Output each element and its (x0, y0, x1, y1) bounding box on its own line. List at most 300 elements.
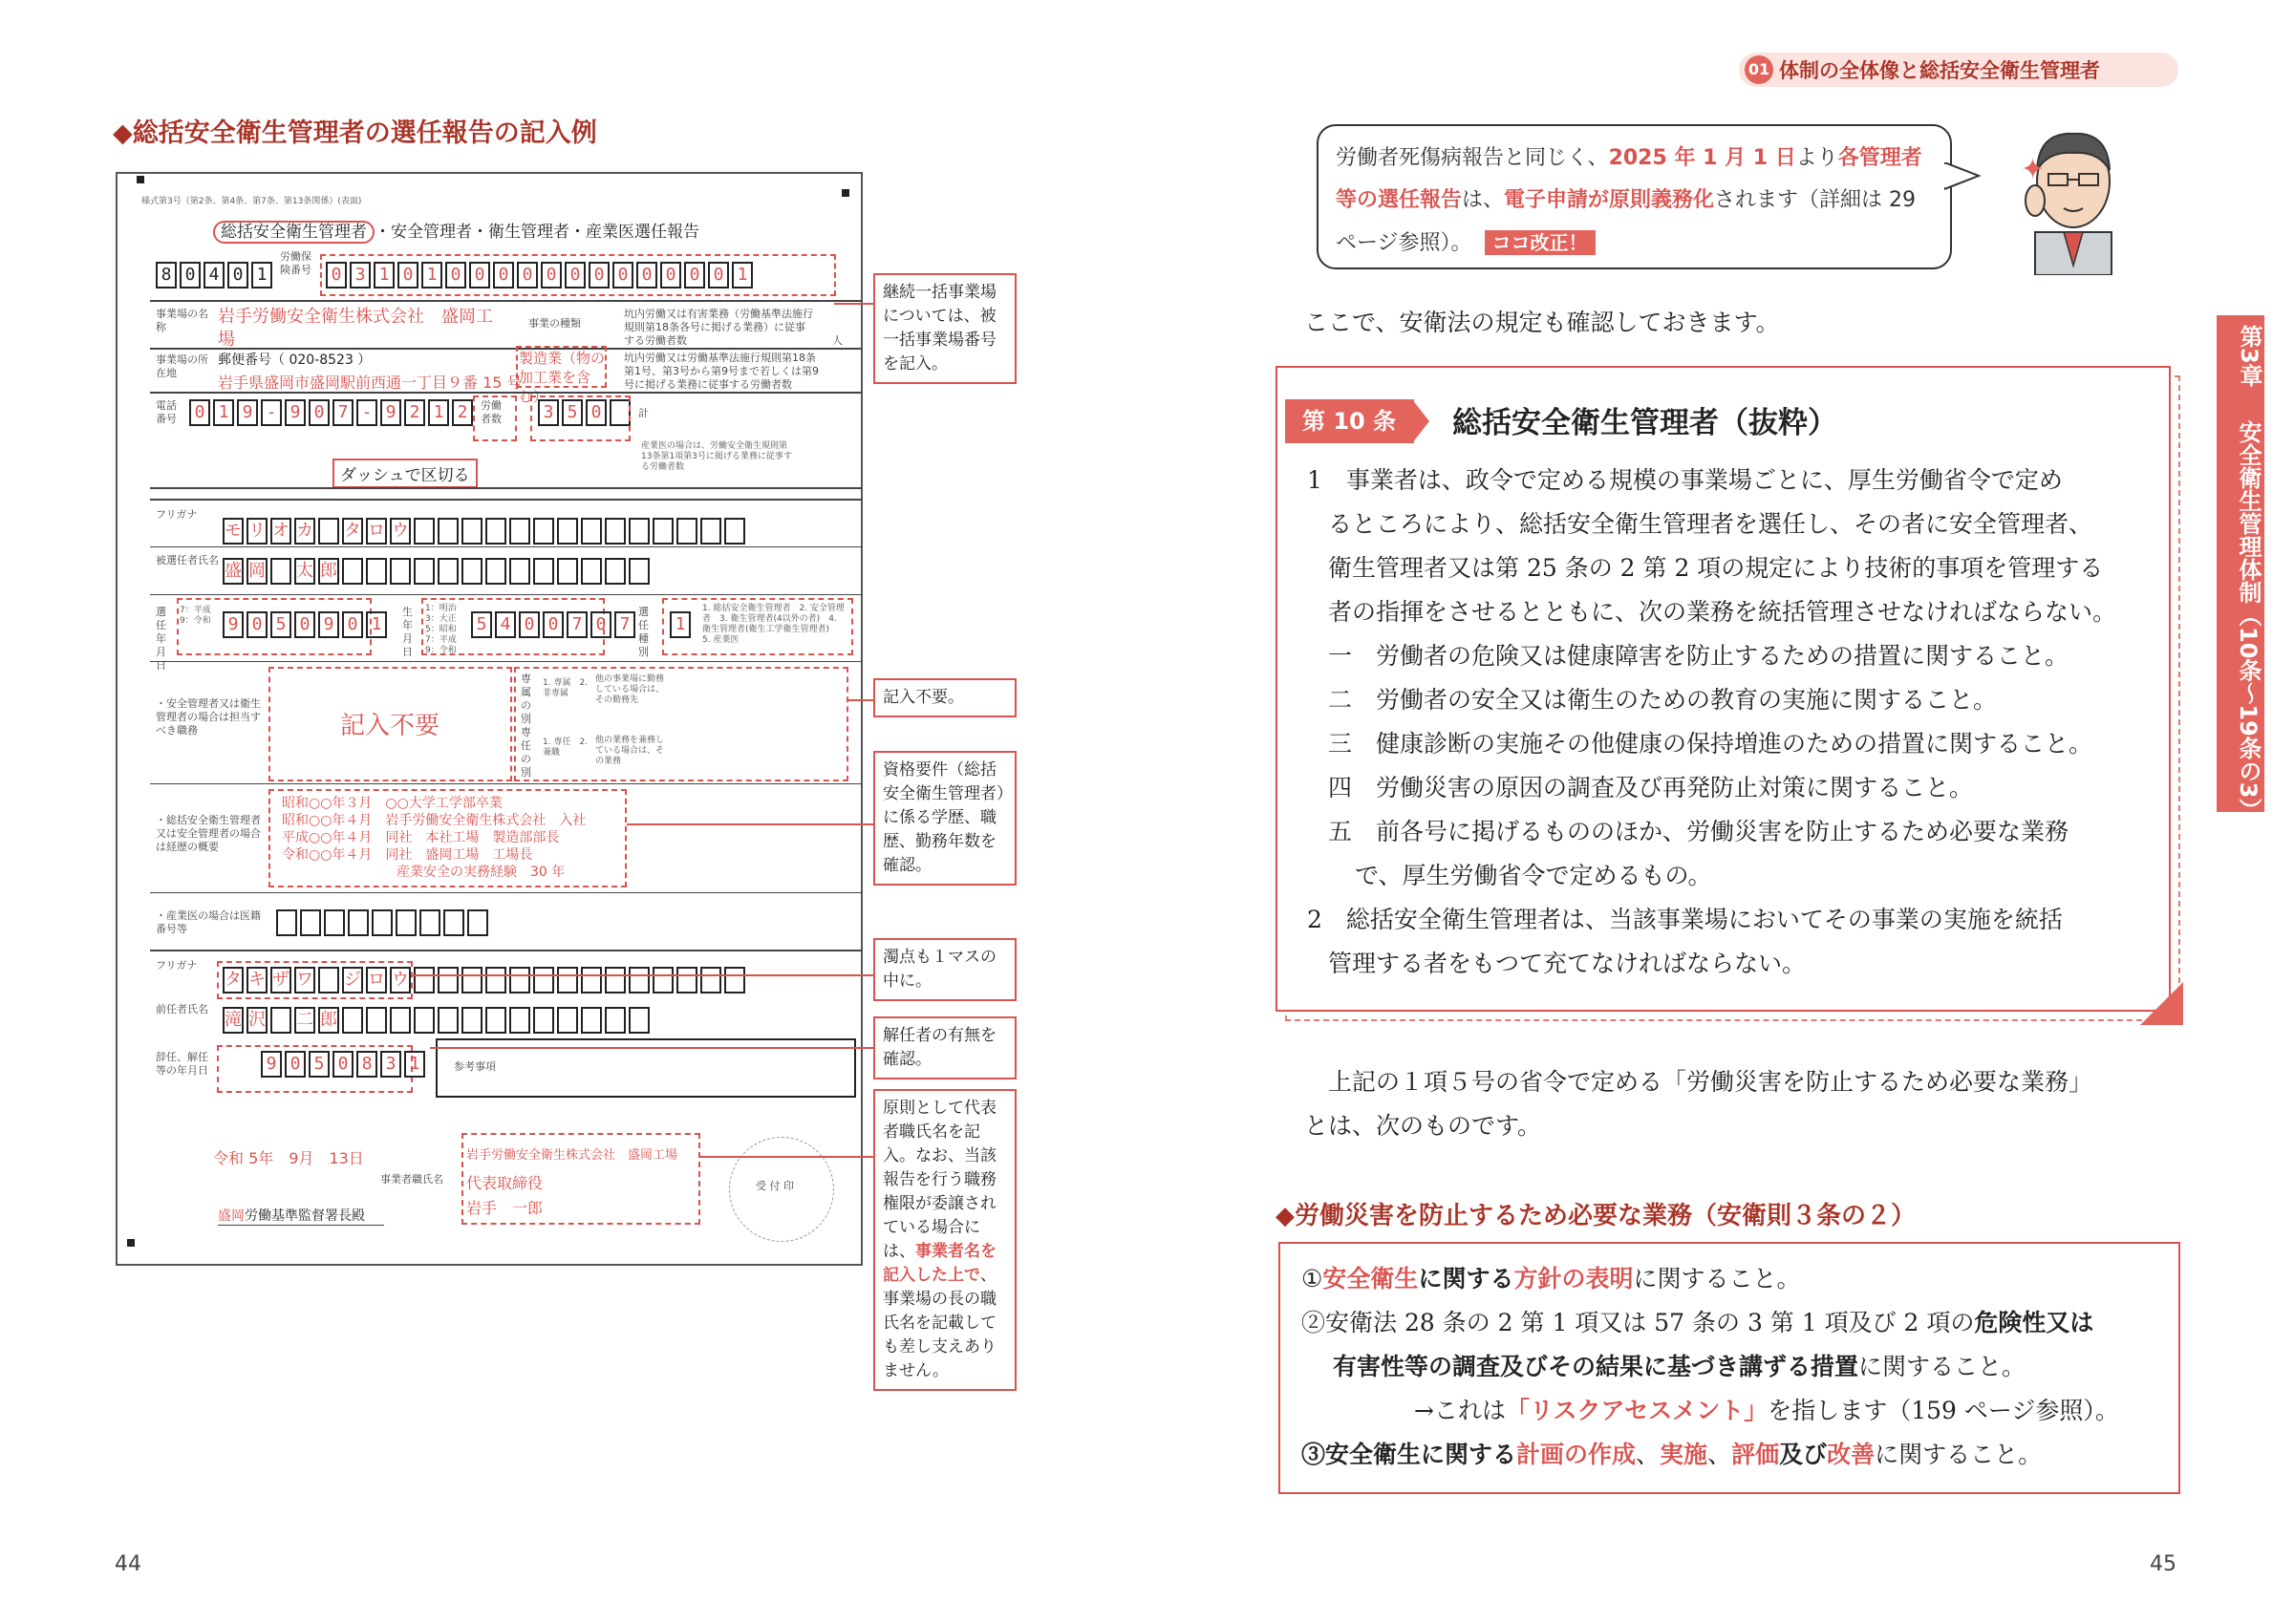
char-cell (533, 1007, 554, 1034)
title-circled: 総括安全衛生管理者 (213, 221, 375, 244)
char-cell (485, 1007, 506, 1034)
char-cell: キ (247, 967, 268, 994)
char-cell: 岡 (247, 558, 268, 585)
person-unit: 人 (832, 334, 843, 347)
bubble-highlight: 各管理者等の選任報告 (1336, 146, 1922, 212)
char-cell: 5 (562, 399, 583, 426)
char-cell: 9 (380, 399, 401, 426)
safety-manager-note: ・安全管理者又は衛生管理者の場合は担当すべき職務 (156, 697, 261, 737)
rule (150, 950, 862, 951)
char-cell (533, 967, 554, 994)
corner-mark (842, 189, 849, 197)
article-line-text: 衛生管理者又は第 25 条の 2 第 2 項の規定により技術的事項を管理する (1328, 554, 2104, 582)
stamp-label: 受 付 印 (756, 1180, 794, 1192)
char-cell: 0 (285, 1051, 306, 1078)
paragraph (1304, 1060, 2092, 1148)
career-line: 昭和○○年３月 ○○大学工学部卒業 (282, 796, 503, 811)
char-cell: 1 (251, 262, 272, 288)
char-cell: ロ (366, 967, 387, 994)
dakuten-highlight (217, 961, 413, 999)
char-cell: - (261, 399, 282, 426)
char-cell: 0 (519, 611, 540, 638)
doctor-count-note: 産業医の場合は、労働安全衛生規則第13条第1項第3号に掲げる業務に従事する労働者数 (641, 441, 792, 472)
char-cell (509, 558, 530, 585)
other-duty-note: 他の業務を兼務している場合は、その業務 (595, 736, 665, 766)
insurance-label: 労働保険番号 (280, 250, 311, 276)
char-cell (318, 518, 339, 545)
callout-representative (873, 1089, 1017, 1391)
char-cell: 0 (565, 262, 586, 288)
char-cell: タ (223, 967, 244, 994)
appointee-label: 被選任者氏名 (156, 554, 219, 566)
char-cell: 0 (708, 262, 729, 288)
speech-bubble (1317, 124, 1952, 269)
task-highlight: 実施 (1660, 1441, 1708, 1468)
article-tag: 第 10 条 (1285, 399, 1414, 443)
task-text: 、 (1707, 1441, 1732, 1468)
char-cell: 1 (404, 1051, 425, 1078)
article-line-text: 二 労働者の安全又は衛生のための教育の実施に関すること。 (1328, 686, 1998, 714)
char-cell: 0 (541, 262, 562, 288)
task-bold: 危険性又は (1974, 1309, 2094, 1336)
task-highlight: 改善 (1827, 1441, 1876, 1468)
corner-mark (137, 176, 144, 183)
char-cell: 0 (247, 611, 268, 638)
char-cell (366, 1007, 387, 1034)
bubble-date: 2025 年 1 月 1 日 (1608, 146, 1796, 170)
task-item-2-note (1414, 1389, 2119, 1433)
article-line (1355, 854, 1712, 898)
prev-furigana-label: フリガナ (156, 959, 198, 972)
prev-label: 前任者氏名 (156, 1003, 208, 1015)
appoint-type-options: 1. 総括安全衛生管理者 2. 安全管理者 3. 衛生管理者(4以外の者) 4. 衛生管理者(衛生工学衛生管理者) 5. 産業医 (702, 604, 845, 645)
char-cell: 9 (318, 611, 339, 638)
article-line (1307, 459, 2063, 502)
task-text: に関すること。 (1875, 1441, 2043, 1468)
char-cell: 滝 (223, 1007, 244, 1034)
task-highlight: 計画の作成 (1516, 1441, 1637, 1468)
char-cell: ウ (390, 518, 411, 545)
char-cell: 9 (285, 399, 306, 426)
rule (150, 392, 862, 394)
article-line (1328, 810, 2069, 854)
callout-rep-text-3: 、事業場の長の職氏名を記載しても差し支えありません。 (883, 1266, 997, 1380)
appoint-type-label: 選任種別 (638, 606, 649, 658)
char-cell: - (356, 399, 377, 426)
form-number: 様式第3号（第2条、第4条、第7条、第13条関係）(表面) (141, 197, 362, 206)
other-business-note: 他の事業場に勤務している場合は、その勤務先 (595, 674, 665, 705)
task-text: に関する (1418, 1265, 1514, 1293)
report-form (116, 172, 863, 1266)
char-cell (676, 518, 697, 545)
phone-note: ダッシュで区切る (332, 459, 478, 488)
section-badge (1739, 53, 2178, 87)
task-text: ① (1301, 1265, 1323, 1293)
char-cell (605, 518, 626, 545)
char-cell (324, 909, 345, 936)
article-line (1307, 898, 2063, 942)
task-highlight: 安全衛生 (1322, 1265, 1419, 1293)
char-cell: 0 (309, 399, 330, 426)
char-cell: 0 (397, 262, 418, 288)
callout-line (627, 823, 873, 825)
char-cell (605, 1007, 626, 1034)
char-cell (276, 909, 297, 936)
article-line-text: 1 事業者は、政令で定める規模の事業場ごとに、厚生労働省令で定め (1307, 466, 2063, 494)
char-cell (461, 1007, 482, 1034)
article-line-text: 一 労働者の危険又は健康障害を防止するための措置に関すること。 (1328, 642, 2069, 670)
char-cell: 0 (294, 611, 315, 638)
task-text: に関すること。 (1633, 1265, 1801, 1293)
char-cell: カ (294, 518, 315, 545)
paragraph-line: とは、次のものです。 (1304, 1112, 1542, 1140)
char-cell (509, 518, 530, 545)
phone-cells (189, 399, 476, 426)
char-cell: リ (247, 518, 268, 545)
era-options: 7：平成 9：令和 (180, 606, 220, 626)
char-cell: タ (342, 518, 363, 545)
callout-bulk: 継続一括事業場については、被一括事業場番号を記入。 (873, 273, 1017, 384)
paragraph-line: 上記の１項５号の省令で定める「労働災害を防止するため必要な業務」 (1328, 1068, 2093, 1096)
char-cell: ワ (294, 967, 315, 994)
appoint-date-cells (223, 611, 390, 638)
char-cell (485, 967, 506, 994)
remarks-label: 参考事項 (454, 1060, 496, 1073)
task-item-2 (1301, 1301, 2093, 1345)
article-line (1328, 766, 1973, 810)
callout-line (834, 303, 873, 305)
exclusive-options: 1. 専属 2. 非専属 (543, 678, 589, 698)
bubble-text: は、 (1462, 188, 1505, 212)
revision-tag: ココ改正！ (1485, 230, 1596, 255)
callout-line (430, 1047, 873, 1049)
char-cell (270, 558, 291, 585)
career-line: 昭和○○年４月 岩手労働安全衛生株式会社 入社 (282, 813, 587, 828)
char-cell: 0 (589, 262, 610, 288)
article-line (1328, 678, 1997, 722)
callout-rep-text-2: 事業者名を記入した上で (883, 1242, 997, 1285)
char-cell: 2 (452, 399, 473, 426)
task-text: ②安衛法 28 条の 2 第 1 項又は 57 条の 3 第 1 項及び 2 項の (1301, 1309, 1975, 1336)
char-cell: 0 (227, 262, 248, 288)
char-cell: 0 (636, 262, 657, 288)
article-line (1328, 722, 2092, 766)
char-cell (419, 909, 440, 936)
task-item-1 (1301, 1257, 1800, 1301)
char-cell: 3 (538, 399, 559, 426)
bubble-text: されます（詳細は 29 ページ参照）。 (1336, 188, 1917, 255)
callout-line (411, 974, 873, 976)
char-cell: 1 (428, 399, 449, 426)
rule (150, 892, 862, 893)
article-line-text: で、厚生労働省令で定めるもの。 (1355, 862, 1712, 889)
article-line (1328, 590, 2116, 634)
char-cell: 0 (332, 1051, 354, 1078)
rule (150, 546, 862, 547)
char-cell: 盛 (223, 558, 244, 585)
callout-no-entry: 記入不要。 (873, 678, 1017, 717)
bubble-tail (1944, 162, 1983, 201)
company-line: 岩手労働安全衛生株式会社 盛岡工場 (466, 1148, 678, 1163)
industry-label: 事業の種類 (528, 317, 581, 330)
char-cell (700, 518, 721, 545)
article-line (1328, 634, 2069, 678)
page-number-left: 44 (115, 1552, 141, 1576)
char-cell (342, 1007, 363, 1034)
industry: 製造業（物の加工業を含む） (519, 350, 606, 405)
count-label-highlight (473, 395, 517, 441)
title-rest: ・安全管理者・衛生管理者・産業医選任報告 (375, 223, 699, 242)
char-cell: ザ (270, 967, 291, 994)
char-cell (581, 967, 602, 994)
char-cell (366, 558, 387, 585)
char-cell (485, 518, 506, 545)
chapter-label: 第3章 (2236, 325, 2262, 387)
task-highlight: 方針の表明 (1513, 1265, 1634, 1293)
char-cell (438, 1007, 459, 1034)
char-cell: 0 (342, 611, 363, 638)
office-city: 盛岡 (218, 1208, 245, 1224)
char-cell (533, 518, 554, 545)
name-label: 事業場の名称 (156, 308, 208, 333)
left-heading: ◆総括安全衛生管理者の選任報告の記入例 (113, 118, 597, 148)
char-cell: 4 (495, 611, 516, 638)
task-item-3 (1301, 1433, 2042, 1477)
char-cell (533, 558, 554, 585)
sub-heading: ◆労働災害を防止するため必要な業務（安衛則３条の２） (1276, 1202, 1916, 1230)
char-cell: 2 (404, 399, 425, 426)
address: 岩手県盛岡市盛岡駅前西通一丁目９番 15 号 (218, 374, 523, 392)
rule (150, 300, 862, 302)
char-cell: 7 (614, 611, 635, 638)
char-cell: 8 (156, 262, 177, 288)
char-cell: 0 (180, 262, 201, 288)
insurance-highlight (320, 254, 836, 296)
worker-count-label: 労働者数 (481, 399, 502, 425)
char-cell: 1 (366, 611, 387, 638)
no-entry: 記入不要 (340, 712, 440, 740)
tag-arrow (1412, 399, 1431, 443)
code-cells (156, 262, 275, 288)
char-cell: 0 (445, 262, 466, 288)
char-cell (270, 1007, 291, 1034)
char-cell: 郎 (318, 558, 339, 585)
char-cell: 0 (543, 611, 564, 638)
char-cell (443, 909, 464, 936)
char-cell (629, 518, 650, 545)
intro-text: ここで、安衛法の規定も確認しておきます。 (1304, 309, 1780, 336)
char-cell: 9 (237, 399, 258, 426)
appointee-cells (223, 558, 653, 585)
char-cell: 8 (356, 1051, 377, 1078)
char-cell (414, 558, 435, 585)
dismiss-label: 辞任、解任等の年月日 (156, 1051, 208, 1077)
char-cell: 0 (684, 262, 705, 288)
article-line-text: 四 労働災害の原因の調査及び再発防止対策に関すること。 (1328, 774, 1974, 801)
char-cell: 0 (586, 399, 607, 426)
sparkle-icon: ✦ (2021, 153, 2046, 186)
char-cell: オ (270, 518, 291, 545)
furigana-cells (223, 518, 748, 545)
char-cell (396, 909, 417, 936)
corner-mark (127, 1239, 135, 1247)
char-cell: 1 (421, 262, 442, 288)
rep-label: 事業者職氏名 (380, 1173, 443, 1186)
char-cell (557, 558, 578, 585)
char-cell (509, 1007, 530, 1034)
char-cell: 5 (471, 611, 492, 638)
furigana-label: フリガナ (156, 508, 198, 521)
callout-dismiss: 解任者の有無を確認。 (873, 1016, 1017, 1079)
career-line: 令和○○年４月 同社 盛岡工場 工場長 (282, 847, 533, 863)
char-cell (629, 558, 650, 585)
char-cell (348, 909, 369, 936)
char-cell (414, 967, 435, 994)
char-cell (581, 1007, 602, 1034)
phone-label: 電話番号 (156, 399, 177, 425)
task-highlight: 「リスクアセスメント」 (1505, 1397, 1769, 1424)
workplace-name: 岩手労働安全衛生株式会社 盛岡工場 (218, 307, 493, 350)
char-cell (724, 518, 745, 545)
char-cell: 0 (189, 399, 210, 426)
article-line (1328, 546, 2103, 590)
article-line-text: 三 健康診断の実施その他健康の保持増進のための措置に関すること。 (1328, 730, 2093, 758)
task-bold: ③安全衛生に関する (1301, 1441, 1517, 1468)
char-cell (438, 518, 459, 545)
corner-fold-icon (2140, 982, 2183, 1025)
count-highlight (530, 395, 631, 441)
char-cell: 0 (469, 262, 490, 288)
badge-number: 01 (1745, 55, 1773, 84)
char-cell (467, 909, 488, 936)
rule (150, 594, 862, 595)
doctor-note: ・産業医の場合は医籍番号等 (156, 909, 261, 935)
task-text: に関すること。 (1858, 1353, 2026, 1380)
callout-line (848, 699, 873, 701)
char-cell: 9 (261, 1051, 282, 1078)
office-line (218, 1206, 384, 1226)
article-line (1328, 942, 1806, 986)
task-text: →これは (1414, 1397, 1506, 1424)
char-cell (629, 1007, 650, 1034)
char-cell: 太 (294, 558, 315, 585)
char-cell: 沢 (247, 1007, 268, 1034)
char-cell: 0 (612, 262, 633, 288)
manager-character-icon (2006, 113, 2140, 275)
char-cell (653, 518, 674, 545)
char-cell: 9 (223, 611, 244, 638)
char-cell: 1 (374, 262, 395, 288)
char-cell (414, 1007, 435, 1034)
char-cell: 7 (332, 399, 354, 426)
exclusive-label: 専属の別 (521, 673, 531, 725)
article-line-text: 五 前各号に掲げるもののほか、労働災害を防止するため必要な業務 (1328, 818, 2069, 845)
workers-label-2: 坑内労働又は労働基準法施行規則第18条第1号、第3号から第9号まで若しくは第9号に掲げる業務に従事する労働者数 (624, 352, 819, 391)
char-cell (485, 558, 506, 585)
char-cell (557, 1007, 578, 1034)
rule (150, 487, 862, 489)
career-lines (282, 795, 586, 881)
prev-cells (223, 1007, 653, 1034)
form-title (213, 218, 699, 242)
char-cell: 0 (590, 611, 611, 638)
char-cell (581, 558, 602, 585)
postal: 郵便番号（ 020-8523 ） (218, 353, 372, 368)
article-line-text: 者の指揮をさせるとともに、次の業務を統括管理させなければならない。 (1328, 598, 2117, 626)
rep-name: 岩手 一郎 (466, 1199, 544, 1217)
char-cell: ジ (342, 967, 363, 994)
char-cell (724, 967, 745, 994)
char-cell (629, 967, 650, 994)
rule (150, 499, 862, 501)
doctor-cells (276, 909, 491, 936)
task-bold: 及び (1779, 1441, 1828, 1468)
career-line: 産業安全の実務経験 30 年 (397, 865, 566, 880)
char-cell: 1 (732, 262, 753, 288)
article-line-text: るところにより、総括安全衛生管理者を選任し、その者に安全管理者、 (1328, 510, 2093, 538)
char-cell (509, 967, 530, 994)
birth-era: 1：明治 3：大正 5：昭和 7：平成 9：令和 (425, 604, 457, 655)
chapter-title: 安全衛生管理体制（10条〜19条の3） (2235, 420, 2262, 822)
char-cell (461, 518, 482, 545)
career-note: ・総括安全衛生管理者又は安全管理者の場合は経歴の概要 (156, 814, 261, 853)
task-text: を指します（159 ページ参照）。 (1768, 1397, 2119, 1424)
date-line: 令和 5年 9月 13日 (213, 1149, 364, 1167)
callout-qualification: 資格要件（総括安全衛生管理者）に係る学歴、職歴、勤務年数を確認。 (873, 751, 1017, 886)
workers-label-1: 坑内労働又は有害業務（労働基準法施行規則第18条各号に掲げる業務）に従事する労働者数 (624, 308, 813, 347)
char-cell (581, 518, 602, 545)
appoint-type-value: 1 (670, 611, 691, 638)
appoint-type-cell (670, 611, 694, 638)
char-cell: 0 (326, 262, 347, 288)
char-cell: 7 (567, 611, 588, 638)
appoint-date-label: 選任年月日 (156, 606, 166, 672)
char-cell (390, 558, 411, 585)
char-cell (676, 967, 697, 994)
task-text: 、 (1636, 1441, 1661, 1468)
char-cell (461, 967, 482, 994)
char-cell (700, 967, 721, 994)
article-line (1328, 502, 2092, 546)
bubble-highlight: 電子申請が原則義務化 (1504, 188, 1715, 212)
bubble-text: より (1795, 146, 1838, 170)
dismiss-cells (261, 1051, 428, 1078)
char-cell: 二 (294, 1007, 315, 1034)
char-cell: 5 (270, 611, 291, 638)
char-cell: 3 (350, 262, 371, 288)
task-highlight: 評価 (1731, 1441, 1780, 1468)
char-cell (342, 558, 363, 585)
task-bold: 有害性等の調査及びその結果に基づき講ずる措置 (1333, 1353, 1859, 1380)
char-cell (557, 967, 578, 994)
career-line: 平成○○年４月 同社 本社工場 製造部部長 (282, 830, 560, 845)
badge-title: 体制の全体像と総括安全衛生管理者 (1779, 59, 2100, 82)
char-cell (372, 909, 393, 936)
callout-rep-text-1: 原則として代表者職氏名を記入。なお、当該報告を行う職務権限が委譲されている場合には、 (883, 1099, 997, 1261)
char-cell (557, 518, 578, 545)
char-cell: 0 (660, 262, 681, 288)
char-cell (605, 967, 626, 994)
callout-dakuten: 濁点も１マスの中に。 (873, 938, 1017, 1001)
char-cell (461, 558, 482, 585)
task-item-2-cont (1333, 1345, 2026, 1389)
article-line-text: 2 総括安全衛生管理者は、当該事業場においてその事業の実施を統括 (1307, 906, 2063, 933)
fulltime-options: 1. 専任 2. 兼職 (543, 737, 589, 758)
callout-line (698, 1156, 873, 1158)
char-cell: 5 (309, 1051, 330, 1078)
char-cell (438, 558, 459, 585)
char-cell: 4 (204, 262, 225, 288)
